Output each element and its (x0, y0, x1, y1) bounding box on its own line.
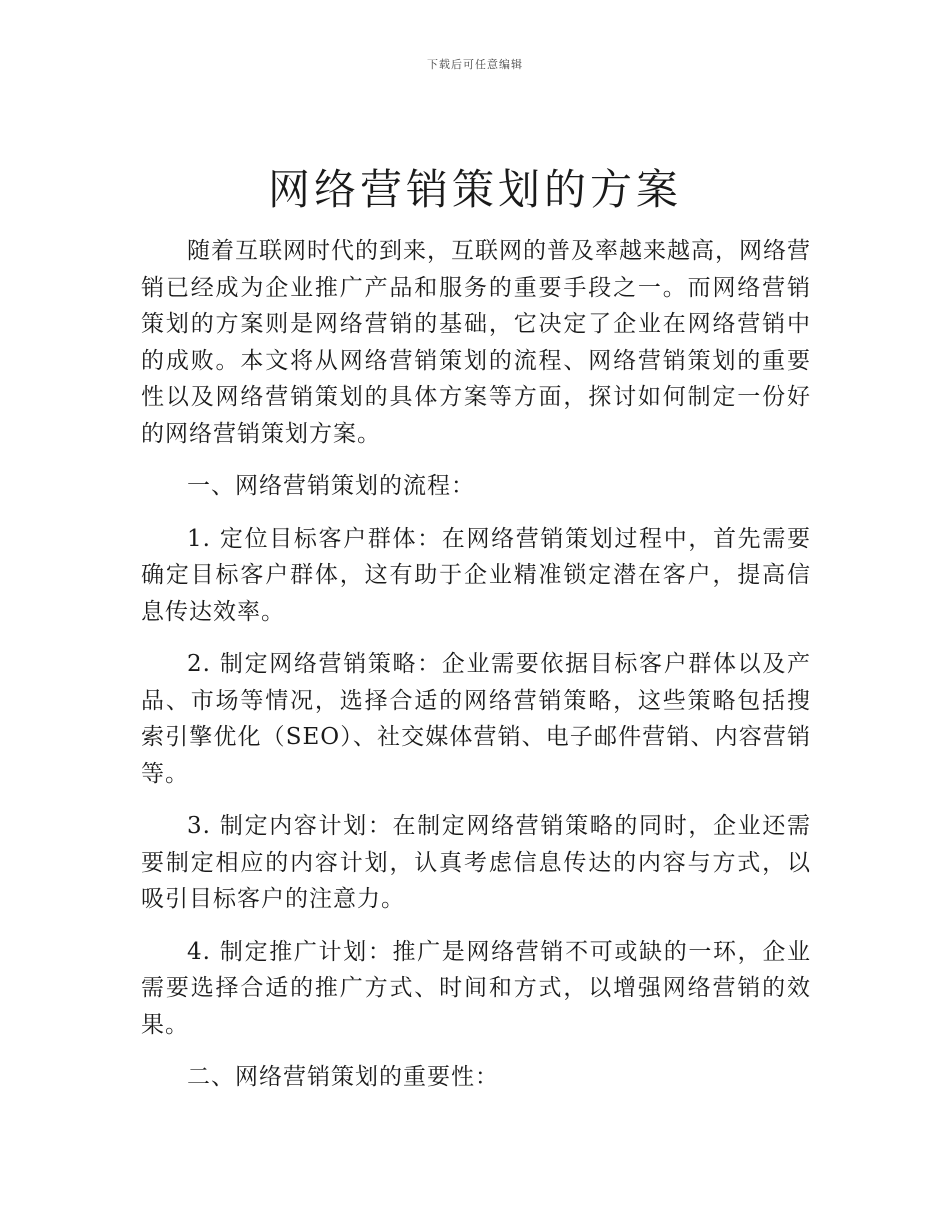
section-heading-process: 一、网络营销策划的流程： (187, 473, 475, 499)
list-item-2: 2. 制定网络营销策略：企业需要依据目标客户群体以及产品、市场等情况，选择合适的网络营销策略，这些策略包括搜索引擎优化（SEO）、社交媒体营销、电子邮件营销、内容营销等。 (141, 651, 811, 787)
list-item-1: 1. 定位目标客户群体：在网络营销策划过程中，首先需要确定目标客户群体，这有助于企业精准锁定潜在客户，提高信息传达效率。 (141, 525, 811, 625)
section-heading-importance: 二、网络营销策划的重要性： (187, 1064, 499, 1090)
document-body (141, 233, 811, 1096)
header-note: 下载后可任意编辑 (427, 58, 523, 71)
intro-paragraph: 随着互联网时代的到来，互联网的普及率越来越高，网络营销已经成为企业推广产品和服务的重要手段之一。而网络营销策划的方案则是网络营销的基础，它决定了企业在网络营销中的成败。本文将从网络营销策划的流程、网络营销策划的重要性以及网络营销策划的具体方案等方面，探讨如何制定一份好的网络营销策划方案。 (141, 238, 811, 447)
list-item-3: 3. 制定内容计划：在制定网络营销策略的同时，企业还需要制定相应的内容计划，认真考虑信息传达的内容与方式，以吸引目标客户的注意力。 (141, 813, 811, 912)
list-item-4: 4. 制定推广计划：推广是网络营销不可或缺的一环，企业需要选择合适的推广方式、时间和方式，以增强网络营销的效果。 (141, 938, 811, 1038)
document-title: 网络营销策划的方案 (267, 165, 682, 214)
